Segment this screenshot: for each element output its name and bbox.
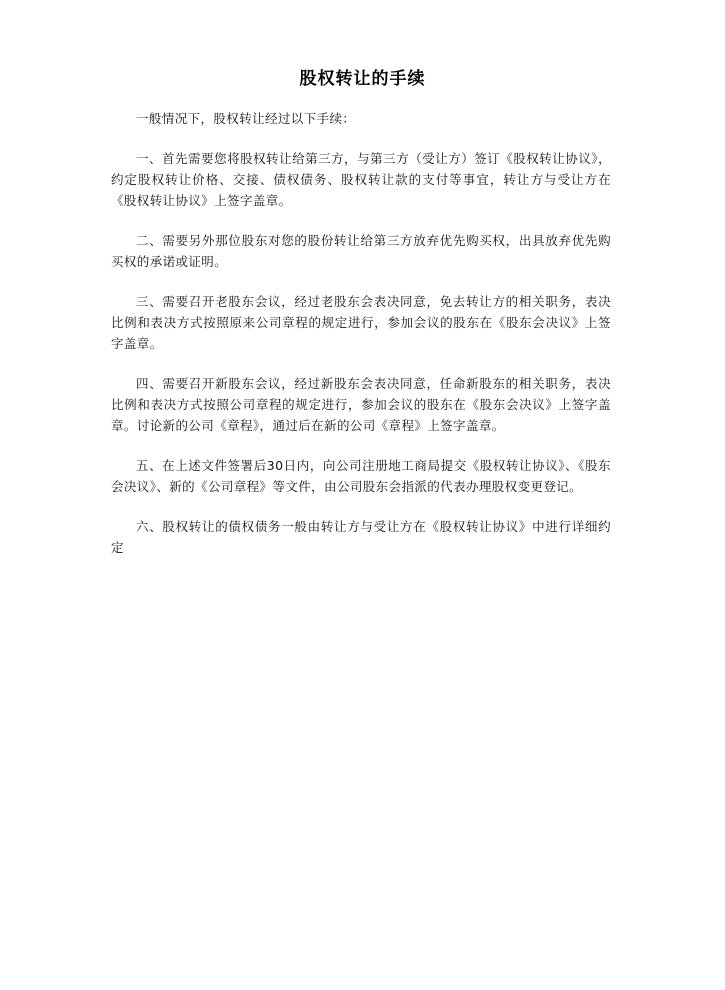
paragraph-step-3: 三、需要召开老股东会议，经过老股东会表决同意，免去转让方的相关职务，表决比例和表决方式按照原来公司章程的规定进行，参加会议的股东在《股东会决议》上签字盖章。 [111,294,611,351]
paragraph-step-5: 五、在上述文件签署后30日内，向公司注册地工商局提交《股权转让协议》、《股东会决议》、新的《公司章程》等文件，由公司股东会指派的代表办理股权变更登记。 [111,458,611,494]
paragraph-intro: 一般情况下，股权转让经过以下手续： [136,111,356,126]
paragraph-step-6: 六、股权转让的债权债务一般由转让方与受让方在《股权转让协议》中进行详细约定 [111,519,611,555]
document-title: 股权转让的手续 [299,69,426,89]
paragraph-step-4: 四、需要召开新股东会议，经过新股东会表决同意，任命新股东的相关职务，表决比例和表决方式按照公司章程的规定进行，参加会议的股东在《股东会决议》上签字盖章。讨论新的公司《章程》，通过后在新的公司《章程》上签字盖章。 [111,376,611,433]
paragraph-step-2: 二、需要另外那位股东对您的股份转让给第三方放弃优先购买权，出具放弃优先购买权的承诺或证明。 [111,233,611,269]
paragraph-step-1: 一、首先需要您将股权转让给第三方，与第三方（受让方）签订《股权转让协议》，约定股权转让价格、交接、债权债务、股权转让款的支付等事宜，转让方与受让方在《股权转让协议》上签字盖章。 [111,151,611,208]
document-body [111,108,611,577]
